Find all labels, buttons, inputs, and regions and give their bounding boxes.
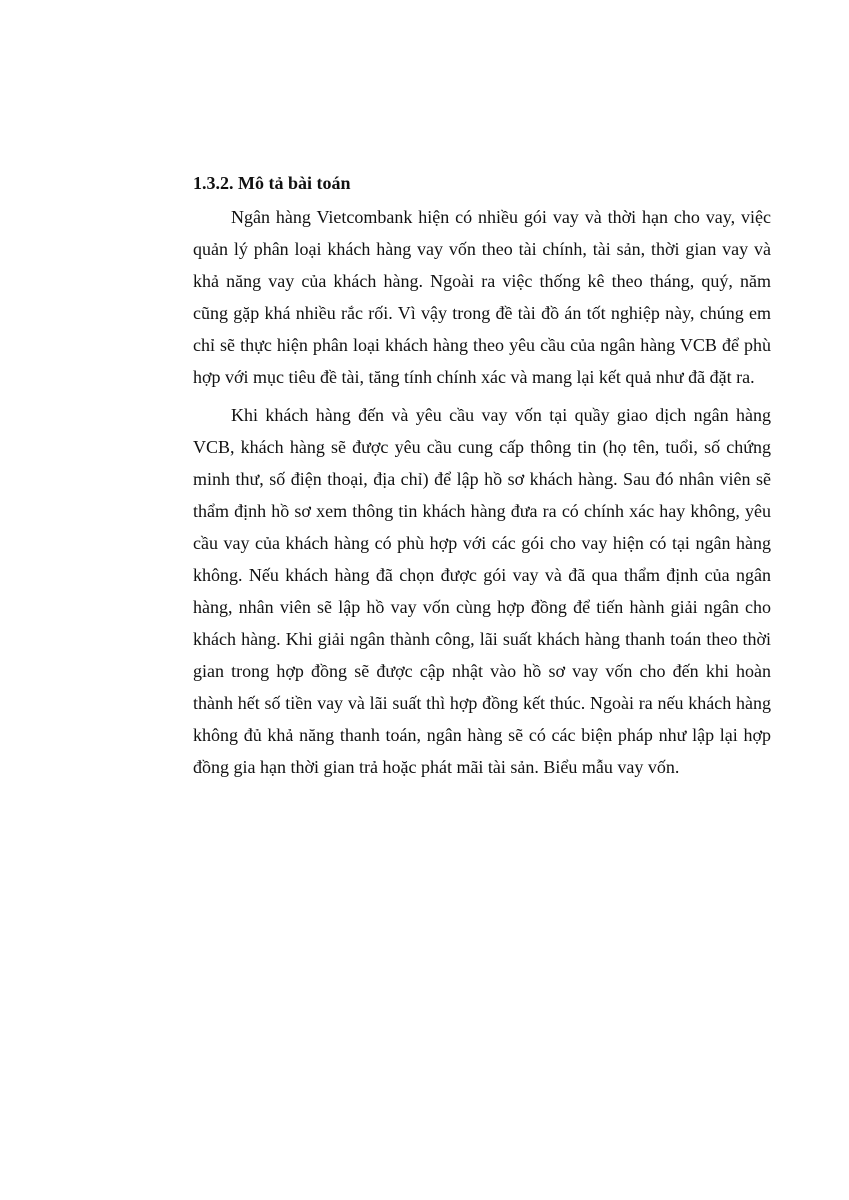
paragraph-loan-process: Khi khách hàng đến và yêu cầu vay vốn tại quầy giao dịch ngân hàng VCB, khách hàng sẽ được yêu cầu cung cấp thông tin (họ tên, tuổi, số chứng minh thư, số điện thoại, địa chỉ) để lập hồ sơ khách hàng. Sau đó nhân viên sẽ thẩm định hồ sơ xem thông tin khách hàng đưa ra có chính xác hay không, yêu cầu vay của khách hàng có phù hợp với các gói cho vay hiện có tại ngân hàng không. Nếu khách hàng đã chọn được gói vay và đã qua thẩm định của ngân hàng, nhân viên sẽ lập hồ vay vốn cùng hợp đồng để tiến hành giải ngân cho khách hàng. Khi giải ngân thành công, lãi suất khách hàng thanh toán theo thời gian trong hợp đồng sẽ được cập nhật vào hồ sơ vay vốn cho đến khi hoàn thành hết số tiền vay và lãi suất thì hợp đồng kết thúc. Ngoài ra nếu khách hàng không đủ khả năng thanh toán, ngân hàng sẽ có các biện pháp như lập lại hợp đồng gia hạn thời gian trả hoặc phát mãi tài sản. Biểu mẫu vay vốn.: [193, 405, 771, 777]
section-content: [193, 168, 771, 789]
paragraph-problem-overview: Ngân hàng Vietcombank hiện có nhiều gói vay và thời hạn cho vay, việc quản lý phân loại khách hàng vay vốn theo tài chính, tài sản, thời gian vay và khả năng vay của khách hàng. Ngoài ra việc thống kê theo tháng, quý, năm cũng gặp khá nhiều rắc rối. Vì vậy trong đề tài đồ án tốt nghiệp này, chúng em chỉ sẽ thực hiện phân loại khách hàng theo yêu cầu của ngân hàng VCB để phù hợp với mục tiêu đề tài, tăng tính chính xác và mang lại kết quả như đã đặt ra.: [193, 207, 771, 387]
section-heading: 1.3.2. Mô tả bài toán: [193, 173, 351, 193]
